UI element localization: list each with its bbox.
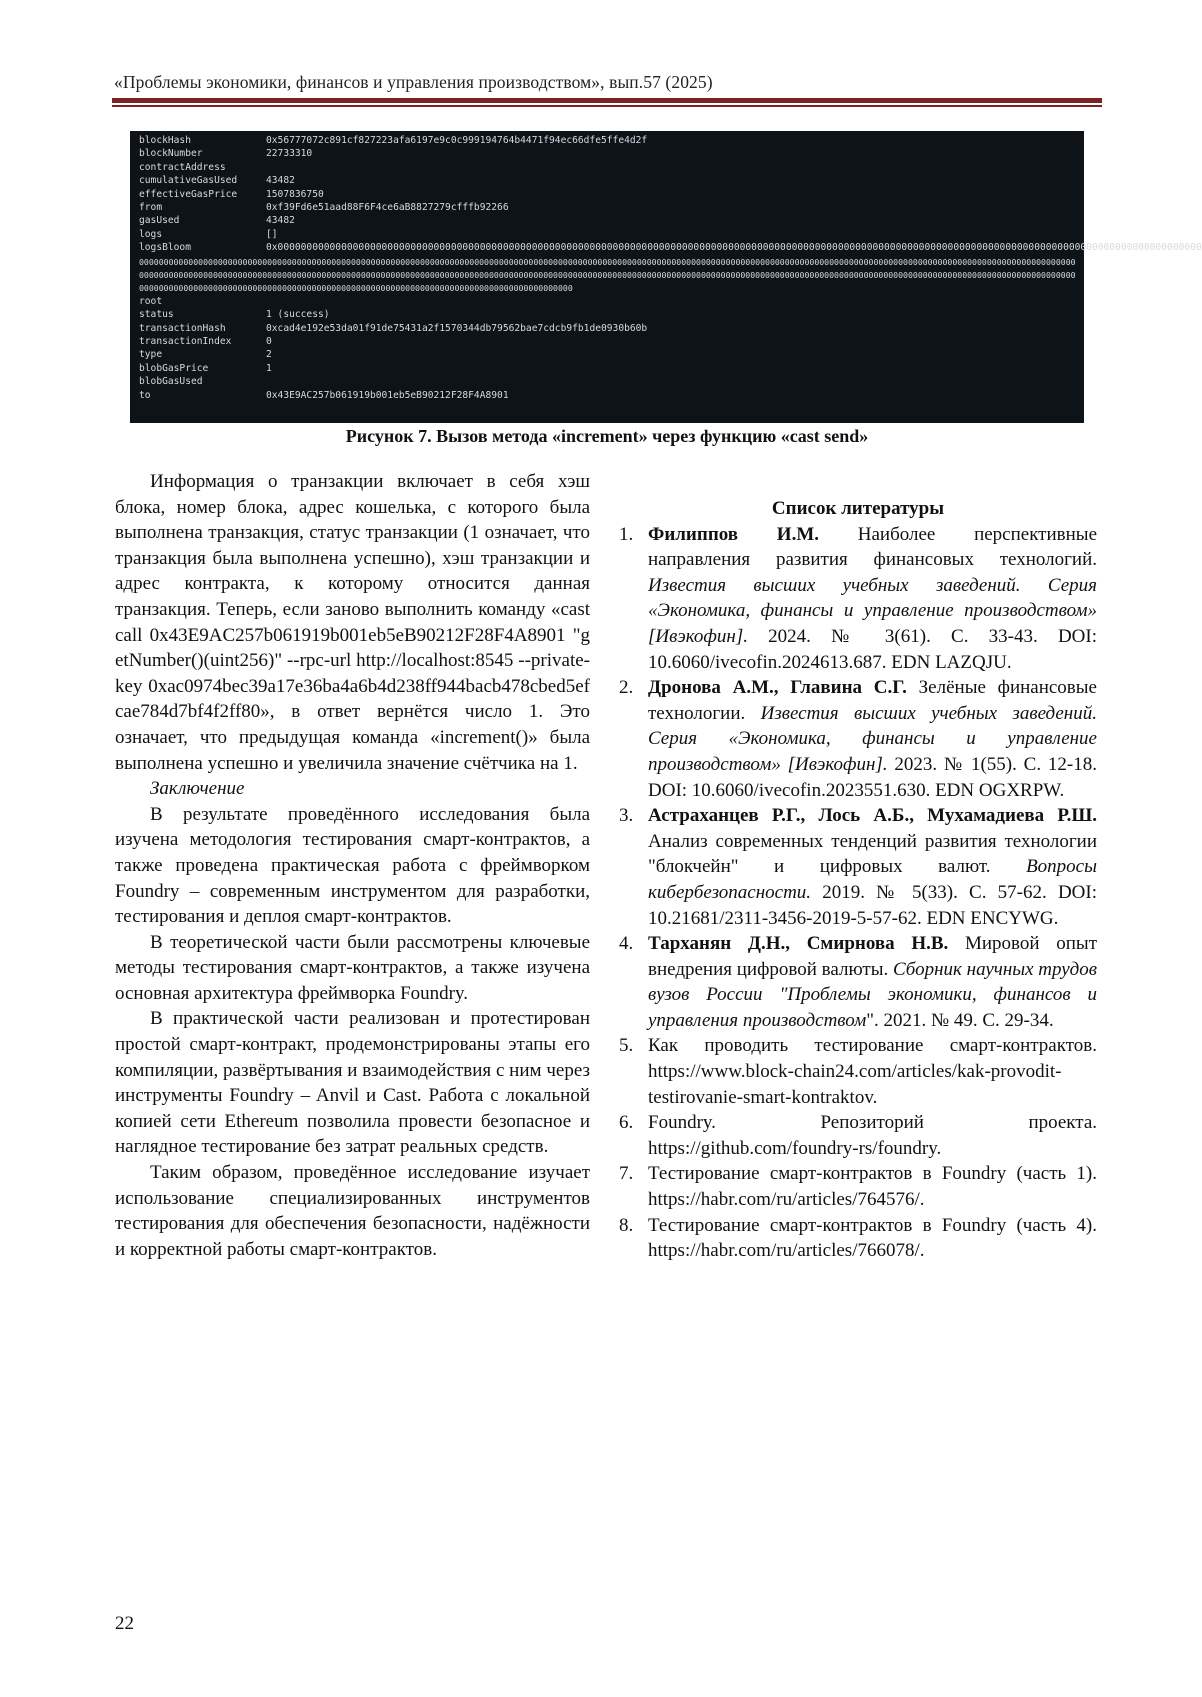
references-title: Список литературы <box>771 498 945 519</box>
terminal-row <box>139 335 1079 349</box>
reference-text <box>648 675 1097 803</box>
paragraph-text: Информация о транзакции включает в себя хэш блока, номер блока, адрес кошелька, с которого была выполнена транзакция, статус транзакции (1 означает, что транзакция была выполнена успешно), хэш транзакции и адрес контракта, к которому относится данная транзакция. Теперь, если заново выполнить команду «cast call <box>115 471 590 646</box>
terminal-value: 43482 <box>266 175 295 187</box>
paragraph: В теоретической части были рассмотрены ключевые методы тестирования смарт-контрактов, а также изучена основная архитектура фреймворка Foundry. <box>115 931 590 1004</box>
paragraph: Таким образом, проведённое исследование изучает использование специализированных инструментов тестирования для обеспечения безопасности, надёжности и корректной работы смарт-контрактов. <box>115 1162 590 1260</box>
terminal-row <box>139 322 1079 336</box>
reference-item <box>619 1161 1097 1212</box>
reference-text <box>648 803 1097 931</box>
reference-details: 2024. № 3(61). С. 33-43. DOI: 10.6060/ivecofin.2024613.687. EDN LAZQJU. <box>648 625 1097 673</box>
terminal-row <box>139 375 1079 389</box>
terminal-key: status <box>139 309 174 321</box>
terminal-screenshot <box>130 131 1202 423</box>
reference-authors: Тарханян Д.Н., Смирнова Н.В. <box>648 933 949 955</box>
terminal-value: 0xcad4e192e53da01f91de75431a2f1570344db79562bae7cdcb9fb1de0930b60b <box>266 322 648 334</box>
reference-authors: Филиппов И.М. <box>648 523 820 545</box>
reference-item <box>619 522 1097 676</box>
terminal-key: blockHash <box>139 135 191 146</box>
reference-title: Тестирование смарт-контрактов в Foundry (часть 1). https://habr.com/ru/articles/764576/. <box>648 1163 1097 1211</box>
reference-details: 2023. № 1(55). С. 12-18. DOI: 10.6060/ivecofin.2023551.630. EDN OGXRPW. <box>648 753 1097 801</box>
terminal-key: to <box>139 389 151 401</box>
terminal-bloom-line: 0000000000000000000000000000000000000000000000000000000000000000000000000000000000000000 <box>139 283 573 294</box>
terminal-row <box>139 134 1079 148</box>
reference-journal: Известия высших учебных заведений. Серия «Экономика, финансы и управление производством» [Ивэкофин]. <box>648 702 1097 775</box>
paragraph: В практической части реализован и протестирован простой смарт-контракт, продемонстрированы этапы его компиляции, развёртывания и взаимодействия с ним через инструменты Foundry – Anvil и Cast. Работа с локальной копией сети Ethereum позволила провести безопасное и наглядное тестирование без затрат реальных средств. <box>115 1008 590 1158</box>
header-rule-thin <box>112 105 1102 107</box>
terminal-value: 43482 <box>266 215 295 227</box>
section-heading: Заключение <box>150 778 245 800</box>
paragraph <box>115 469 590 776</box>
reference-authors: Дронова А.М., Главина С.Г. <box>648 677 907 699</box>
terminal-value: 0x43E9AC257b061919b001eb5eB90212F28F4A8901 <box>266 389 509 401</box>
terminal-key: blobGasUsed <box>139 376 203 388</box>
terminal-row <box>139 161 1079 175</box>
references-list <box>619 522 1097 1264</box>
reference-title: Наиболее перспективные направления развития финансовых технологий. <box>648 523 1097 571</box>
terminal-row <box>139 308 1079 322</box>
terminal-row <box>139 228 1079 242</box>
reference-number: 1. <box>619 523 634 545</box>
reference-journal: Известия высших учебных заведений. Серия «Экономика, финансы и управление производством» [Ивэкофин]. <box>648 574 1097 647</box>
terminal-row <box>139 348 1079 362</box>
reference-text <box>648 1161 1097 1212</box>
terminal-row <box>139 174 1079 188</box>
reference-title: Тестирование смарт-контрактов в Foundry (часть 4). https://habr.com/ru/articles/766078/. <box>648 1214 1097 1262</box>
terminal-value: [] <box>266 228 278 240</box>
terminal-row <box>139 214 1079 228</box>
terminal-value: 0xf39Fd6e51aad88F6F4ce6aB8827279cfffb92266 <box>266 202 509 213</box>
terminal-key: blockNumber <box>139 148 203 160</box>
reference-item <box>619 803 1097 931</box>
reference-text <box>648 1213 1097 1264</box>
reference-item <box>619 1110 1097 1161</box>
command-text: 0x43E9AC257b061919b001eb5eB90212F28F4A8901 "getNumber()(uint256)" --rpc-url http://localhost:8545 --private-key 0xac0974bec39a17e36ba4a6b4d238ff944bacb478cbed5efcae784d7bf4f2ff80» <box>115 624 590 723</box>
reference-title: Зелёные финансовые технологии. <box>648 677 1097 724</box>
terminal-row <box>139 241 1202 255</box>
left-column <box>115 469 590 1262</box>
paragraph: В результате проведённого исследования была изучена методология тестирования смарт-контрактов, а также проведена практическая работа с фреймворком Foundry – современным инструментом для разработки, тестирования и деплоя смарт-контрактов. <box>115 803 590 928</box>
terminal-row <box>139 389 1079 403</box>
terminal-key: contractAddress <box>139 161 226 173</box>
reference-number: 8. <box>619 1214 634 1236</box>
terminal-row <box>139 147 1079 161</box>
terminal-value: 0x56777072c891cf827223afa6197e9c0c999194764b4471f94ec66dfe5ffe4d2f <box>266 135 648 146</box>
references-column <box>619 496 1097 1264</box>
reference-text <box>648 1033 1097 1110</box>
page-number: 22 <box>115 1613 134 1634</box>
terminal-bloom-line: 0000000000000000000000000000000000000000000000000000000000000000000000000000000000000000000000000000000000000000000000000000000000000000000000000000000000000000000000000000000000000000000000 <box>139 270 1076 280</box>
reference-details: 2019. № 5(33). С. 57-62. DOI: 10.21681/2311-3456-2019-5-57-62. EDN ENCYWG. <box>648 881 1097 929</box>
terminal-value: 2 <box>266 349 272 361</box>
terminal-key: blobGasPrice <box>139 362 209 374</box>
reference-number: 5. <box>619 1035 634 1057</box>
terminal-key: root <box>139 295 163 307</box>
reference-number: 2. <box>619 677 634 699</box>
terminal-key: effectiveGasPrice <box>139 188 238 200</box>
header-rule-thick <box>112 98 1102 103</box>
terminal-row <box>139 201 1079 215</box>
terminal-key: transactionIndex <box>139 336 232 347</box>
terminal-value: 1507836750 <box>266 188 324 200</box>
reference-text <box>648 931 1097 1033</box>
reference-journal: Вопросы кибербезопасности. <box>648 856 1097 903</box>
figure-caption: Рисунок 7. Вызов метода «increment» через функцию «cast send» <box>345 426 869 446</box>
reference-title: Как проводить тестирование смарт-контрактов. https://www.block-chain24.com/articles/kak-provodit-testirovanie-smart-kontraktov. <box>648 1035 1097 1108</box>
reference-number: 3. <box>619 805 634 827</box>
paragraph-text: , в ответ вернётся число 1. Это означает, что предыдущая команда «increment()» была выполнена успешно и увеличила значение счётчика на 1. <box>115 701 590 774</box>
reference-title: Анализ современных тенденций развития технологии "блокчейн" и цифровых валют. <box>648 830 1097 878</box>
terminal-key: transactionHash <box>139 322 226 334</box>
terminal-key: logsBloom <box>139 242 191 254</box>
terminal-value: 0x0000000000000000000000000000000000000000000000000000000000000000000000000000000000000000000000000000000000000000000000000000000000000000000000000000000000000000 <box>266 242 1202 254</box>
terminal-value: 1 (success) <box>266 309 330 321</box>
terminal-row <box>139 362 1079 376</box>
reference-details: ". 2021. № 49. С. 29-34. <box>866 1009 1054 1031</box>
reference-number: 6. <box>619 1112 634 1134</box>
reference-number: 7. <box>619 1163 634 1185</box>
journal-header: «Проблемы экономики, финансов и управления производством», вып.57 (2025) <box>114 72 713 92</box>
terminal-value: 22733310 <box>266 148 313 160</box>
reference-text <box>648 522 1097 676</box>
terminal-key: cumulativeGasUsed <box>139 175 238 187</box>
terminal-value: 0 <box>266 336 272 347</box>
reference-title: Мировой опыт внедрения цифровой валюты. <box>648 933 1098 980</box>
terminal-key: type <box>139 349 163 361</box>
reference-journal: Сборник научных трудов вузов России "Проблемы экономики, финансов и управления производством <box>648 958 1097 1031</box>
reference-item <box>619 931 1097 1033</box>
terminal-key: gasUsed <box>139 215 180 227</box>
terminal-key: from <box>139 202 163 213</box>
terminal-value: 1 <box>266 362 272 374</box>
reference-item <box>619 1213 1097 1264</box>
terminal-key: logs <box>139 228 163 240</box>
terminal-bloom-line: 0000000000000000000000000000000000000000000000000000000000000000000000000000000000000000000000000000000000000000000000000000000000000000000000000000000000000000000000000000000000000000000000 <box>139 256 1076 267</box>
reference-authors: Астраханцев Р.Г., Лось А.Б., Мухамадиева Р.Ш. <box>648 805 1097 827</box>
reference-item <box>619 1033 1097 1110</box>
reference-item <box>619 675 1097 803</box>
reference-text <box>648 1110 1097 1161</box>
terminal-row <box>139 295 1079 309</box>
reference-title: Foundry. Репозиторий проекта. https://github.com/foundry-rs/foundry. <box>648 1112 1097 1159</box>
reference-number: 4. <box>619 933 634 955</box>
terminal-row <box>139 188 1079 202</box>
